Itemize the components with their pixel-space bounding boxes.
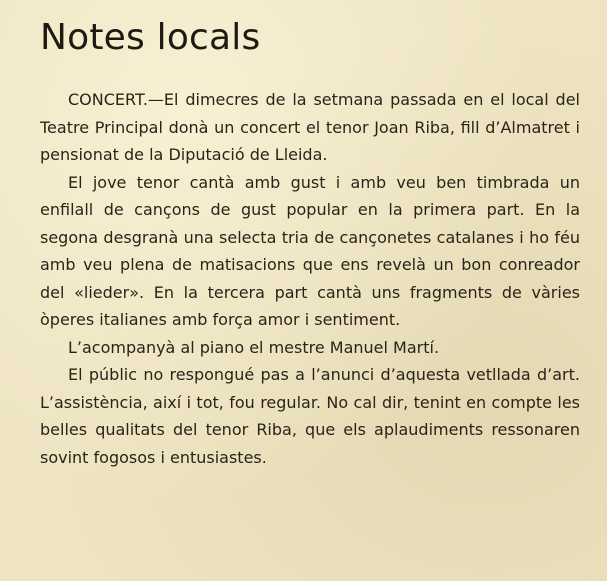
paragraph-accompanist: L’acompanyà al piano el mestre Manuel Martí.: [68, 337, 440, 357]
section-title: Notes locals: [40, 17, 261, 58]
paragraph-concert-intro: CONCERT.—El dimecres de la setmana passada en el local del Teatre Principal donà un concert el tenor Joan Riba, fill d’Almatret i pensionat de la Diputació de Lleida.: [40, 90, 580, 164]
article-body: [40, 86, 580, 471]
paragraph-audience: El públic no respongué pas a l’anunci d’aquesta vetllada d’art. L’assistència, així i tot, fou regular. No cal dir, tenint en compte les belles qualitats del tenor Riba, que els aplaudiments ressonaren sovint fogosos i entusiastes.: [40, 365, 580, 467]
paragraph-program: El jove tenor cantà amb gust i amb veu ben timbrada un enfilall de cançons de gust popular en la primera part. En la segona desgranà una selecta tria de cançonetes catalanes i ho féu amb veu plena de matisacions que ens revelà un bon conreador del «lieder». En la tercera part cantà uns fragments de vàries òperes italianes amb força amor i sentiment.: [40, 172, 580, 329]
